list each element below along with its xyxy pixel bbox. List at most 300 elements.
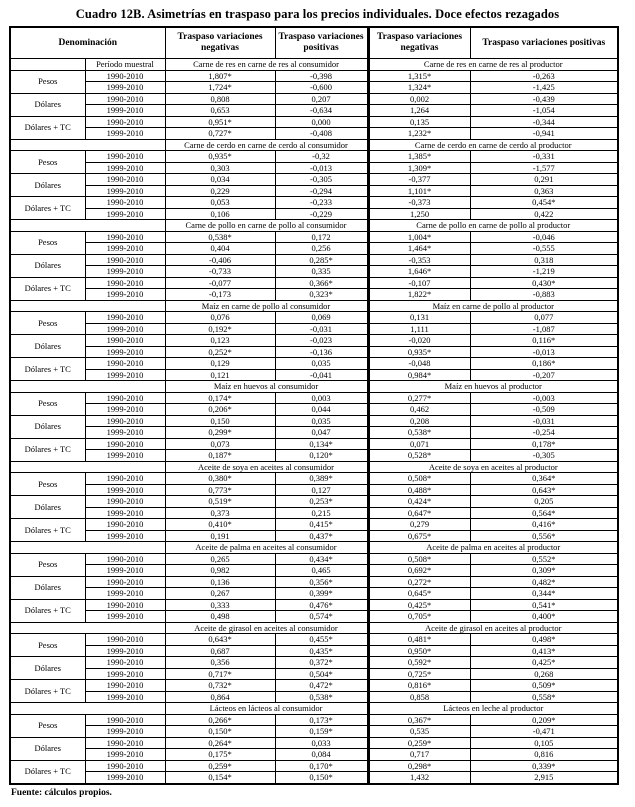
value-cell: 0,366* <box>275 277 368 289</box>
period-cell: 1990-2010 <box>85 634 165 646</box>
value-cell: 0,172 <box>275 231 368 243</box>
value-cell: -0,041 <box>275 369 368 381</box>
value-cell: 0,504* <box>275 668 368 680</box>
value-cell: 0,592* <box>368 657 470 669</box>
value-cell: 0,424* <box>368 496 470 508</box>
period-cell: 1990-2010 <box>85 116 165 128</box>
asymmetry-table <box>9 26 619 785</box>
value-cell: 1,464* <box>368 243 470 255</box>
value-cell: 0,002 <box>368 93 470 105</box>
data-row <box>10 289 618 301</box>
value-cell: -0,263 <box>470 70 618 82</box>
period-cell: 1999-2010 <box>85 266 165 278</box>
period-cell: 1999-2010 <box>85 691 165 703</box>
value-cell: -0,077 <box>165 277 275 289</box>
value-cell: 0,252* <box>165 346 275 358</box>
period-cell: 1999-2010 <box>85 346 165 358</box>
table-title: Cuadro 12B. Asimetrías en traspaso para los precios individuales. Doce efectos rezagados <box>75 7 560 21</box>
value-cell: -0,883 <box>470 289 618 301</box>
group-label-cell: Dólares + TC <box>10 519 85 542</box>
value-cell: 0,129 <box>165 358 275 370</box>
value-cell: -1,087 <box>470 323 618 335</box>
data-row <box>10 151 618 163</box>
value-cell: 0,558* <box>470 691 618 703</box>
period-cell: 1990-2010 <box>85 553 165 565</box>
value-cell: 0,465 <box>275 565 368 577</box>
value-cell: 0,363 <box>470 185 618 197</box>
value-cell: 2,915 <box>470 772 618 784</box>
period-cell: 1990-2010 <box>85 277 165 289</box>
period-cell: 1990-2010 <box>85 760 165 772</box>
value-cell: -0,294 <box>275 185 368 197</box>
value-cell: 0,150* <box>275 772 368 784</box>
value-cell: 0,335 <box>275 266 368 278</box>
value-cell: 0,285* <box>275 254 368 266</box>
period-cell: 1999-2010 <box>85 749 165 761</box>
value-cell: -0,013 <box>275 162 368 174</box>
value-cell: 0,687 <box>165 645 275 657</box>
value-cell: 0,272* <box>368 576 470 588</box>
value-cell: 1,646* <box>368 266 470 278</box>
group-label-cell: Dólares <box>10 174 85 197</box>
value-cell: 0,073 <box>165 438 275 450</box>
value-cell: 0,077 <box>470 312 618 324</box>
value-cell: -0,173 <box>165 289 275 301</box>
value-cell: 0,454* <box>470 197 618 209</box>
value-cell: 0,150* <box>165 726 275 738</box>
value-cell: 0,076 <box>165 312 275 324</box>
data-row <box>10 346 618 358</box>
period-cell: 1990-2010 <box>85 473 165 485</box>
value-cell: 0,186* <box>470 358 618 370</box>
period-cell: 1990-2010 <box>85 335 165 347</box>
section-header-row <box>10 542 618 554</box>
value-cell: -1,577 <box>470 162 618 174</box>
period-cell: 1999-2010 <box>85 668 165 680</box>
value-cell: 1,432 <box>368 772 470 784</box>
value-cell: 0,535 <box>368 726 470 738</box>
header-producer-negativas: Traspaso variaciones negativas <box>368 27 470 59</box>
value-cell: -0,406 <box>165 254 275 266</box>
value-cell: 0,266* <box>165 714 275 726</box>
period-cell: 1990-2010 <box>85 714 165 726</box>
table-body <box>10 59 618 784</box>
value-cell: -0,136 <box>275 346 368 358</box>
value-cell: 0,717* <box>165 668 275 680</box>
period-cell: 1999-2010 <box>85 208 165 220</box>
value-cell: 0,415* <box>275 519 368 531</box>
producer-section-title: Carne de pollo en carne de pollo al productor <box>368 220 618 232</box>
value-cell: 0,134* <box>275 438 368 450</box>
value-cell: 0,951* <box>165 116 275 128</box>
value-cell: 0,207 <box>275 93 368 105</box>
value-cell: 0,035 <box>275 415 368 427</box>
period-cell: 1999-2010 <box>85 726 165 738</box>
value-cell: 0,538* <box>275 691 368 703</box>
value-cell: 0,071 <box>368 438 470 450</box>
data-row <box>10 427 618 439</box>
group-label-cell: Dólares + TC <box>10 358 85 381</box>
value-cell: 0,206* <box>165 404 275 416</box>
data-row <box>10 576 618 588</box>
value-cell: -1,425 <box>470 82 618 94</box>
value-cell: 0,705* <box>368 611 470 623</box>
group-label-cell: Pesos <box>10 70 85 93</box>
value-cell: 0,816 <box>470 749 618 761</box>
value-cell: 0,380* <box>165 473 275 485</box>
header-row <box>10 27 618 59</box>
producer-section-title: Lácteos en leche al productor <box>368 703 618 715</box>
section-header-row <box>10 300 618 312</box>
group-label-cell: Dólares <box>10 496 85 519</box>
consumer-section-title: Carne de pollo en carne de pollo al consumidor <box>165 220 368 232</box>
source-note: Fuente: cálculos propios. <box>11 787 112 798</box>
value-cell: -0,600 <box>275 82 368 94</box>
period-cell: 1999-2010 <box>85 128 165 140</box>
value-cell: 0,816* <box>368 680 470 692</box>
blank-label-cell <box>10 461 165 473</box>
value-cell: 0,303 <box>165 162 275 174</box>
group-label-cell: Dólares + TC <box>10 277 85 300</box>
value-cell: 0,482* <box>470 576 618 588</box>
value-cell: 0,773* <box>165 484 275 496</box>
value-cell: 0,178* <box>470 438 618 450</box>
value-cell: -0,555 <box>470 243 618 255</box>
group-label-cell: Dólares + TC <box>10 438 85 461</box>
value-cell: 0,675* <box>368 530 470 542</box>
blank-label-cell <box>10 300 165 312</box>
value-cell: 0,643* <box>470 484 618 496</box>
group-label-cell: Dólares <box>10 415 85 438</box>
value-cell: 0,950* <box>368 645 470 657</box>
data-row <box>10 93 618 105</box>
data-row <box>10 335 618 347</box>
value-cell: -0,344 <box>470 116 618 128</box>
header-producer-positivas: Traspaso variaciones positivas <box>470 27 618 59</box>
value-cell: 0,364* <box>470 473 618 485</box>
data-row <box>10 70 618 82</box>
value-cell: 0,136 <box>165 576 275 588</box>
blank-label-cell <box>10 139 165 151</box>
value-cell: 0,435* <box>275 645 368 657</box>
value-cell: 0,208 <box>368 415 470 427</box>
consumer-section-title: Aceite de soya en aceites al consumidor <box>165 461 368 473</box>
value-cell: 0,413* <box>470 645 618 657</box>
value-cell: 0,291 <box>470 174 618 186</box>
value-cell: 0,647* <box>368 507 470 519</box>
value-cell: 0,035 <box>275 358 368 370</box>
value-cell: 0,256 <box>275 243 368 255</box>
value-cell: 1,309* <box>368 162 470 174</box>
value-cell: -0,305 <box>275 174 368 186</box>
value-cell: 0,935* <box>368 346 470 358</box>
data-row <box>10 496 618 508</box>
value-cell: 1,232* <box>368 128 470 140</box>
value-cell: 0,481* <box>368 634 470 646</box>
value-cell: -1,054 <box>470 105 618 117</box>
group-label-cell: Pesos <box>10 634 85 657</box>
data-row <box>10 266 618 278</box>
period-cell: 1990-2010 <box>85 519 165 531</box>
period-cell: 1990-2010 <box>85 197 165 209</box>
data-row <box>10 438 618 450</box>
data-row <box>10 185 618 197</box>
value-cell: 0,556* <box>470 530 618 542</box>
value-cell: 0,732* <box>165 680 275 692</box>
value-cell: 0,645* <box>368 588 470 600</box>
data-row <box>10 197 618 209</box>
value-cell: 0,509* <box>470 680 618 692</box>
value-cell: 0,131 <box>368 312 470 324</box>
data-row <box>10 404 618 416</box>
value-cell: -0,408 <box>275 128 368 140</box>
value-cell: 0,498* <box>470 634 618 646</box>
period-cell: 1999-2010 <box>85 82 165 94</box>
value-cell: 0,725* <box>368 668 470 680</box>
value-cell: 0,106 <box>165 208 275 220</box>
value-cell: 0,538* <box>368 427 470 439</box>
section-header-row <box>10 622 618 634</box>
period-cell: 1999-2010 <box>85 565 165 577</box>
period-cell: 1999-2010 <box>85 450 165 462</box>
consumer-section-title: Lácteos en lácteos al consumidor <box>165 703 368 715</box>
producer-section-title: Maíz en carne de pollo al productor <box>368 300 618 312</box>
value-cell: 0,277* <box>368 392 470 404</box>
group-label-cell: Dólares <box>10 254 85 277</box>
period-cell: 1990-2010 <box>85 599 165 611</box>
value-cell: 0,422 <box>470 208 618 220</box>
value-cell: -0,733 <box>165 266 275 278</box>
value-cell: 0,538* <box>165 231 275 243</box>
header-consumer-positivas: Traspaso variaciones positivas <box>275 27 368 59</box>
period-cell: 1999-2010 <box>85 484 165 496</box>
value-cell: -0,439 <box>470 93 618 105</box>
section-header-row <box>10 220 618 232</box>
group-label-cell: Dólares <box>10 737 85 760</box>
value-cell: 0,400* <box>470 611 618 623</box>
period-cell: 1990-2010 <box>85 680 165 692</box>
value-cell: 0,727* <box>165 128 275 140</box>
value-cell: 0,253* <box>275 496 368 508</box>
period-cell: 1990-2010 <box>85 93 165 105</box>
producer-section-title: Carne de cerdo en carne de cerdo al productor <box>368 139 618 151</box>
value-cell: 0,508* <box>368 473 470 485</box>
data-row <box>10 174 618 186</box>
group-label-cell: Pesos <box>10 553 85 576</box>
period-cell: 1999-2010 <box>85 243 165 255</box>
data-row <box>10 392 618 404</box>
blank-label-cell <box>10 381 165 393</box>
value-cell: 0,135 <box>368 116 470 128</box>
period-cell: 1990-2010 <box>85 737 165 749</box>
data-row <box>10 680 618 692</box>
data-row <box>10 657 618 669</box>
value-cell: 0,259* <box>368 737 470 749</box>
value-cell: -0,048 <box>368 358 470 370</box>
value-cell: 0,808 <box>165 93 275 105</box>
consumer-section-title: Carne de cerdo en carne de cerdo al consumidor <box>165 139 368 151</box>
value-cell: 0,229 <box>165 185 275 197</box>
value-cell: 0,154* <box>165 772 275 784</box>
value-cell: 0,279 <box>368 519 470 531</box>
value-cell: 0,498 <box>165 611 275 623</box>
period-cell: 1990-2010 <box>85 70 165 82</box>
value-cell: -0,023 <box>275 335 368 347</box>
value-cell: 1,250 <box>368 208 470 220</box>
value-cell: 0,476* <box>275 599 368 611</box>
value-cell: -0,013 <box>470 346 618 358</box>
value-cell: 0,034 <box>165 174 275 186</box>
value-cell: 0,864 <box>165 691 275 703</box>
data-row <box>10 116 618 128</box>
header-consumer-negativas: Traspaso variaciones negativas <box>165 27 275 59</box>
value-cell: 0,425* <box>368 599 470 611</box>
producer-section-title: Aceite de palma en aceites al productor <box>368 542 618 554</box>
value-cell: 1,724* <box>165 82 275 94</box>
group-label-cell: Dólares <box>10 657 85 680</box>
value-cell: 0,299* <box>165 427 275 439</box>
value-cell: 1,807* <box>165 70 275 82</box>
value-cell: 0,120* <box>275 450 368 462</box>
value-cell: 0,127 <box>275 484 368 496</box>
data-row <box>10 484 618 496</box>
value-cell: 0,187* <box>165 450 275 462</box>
data-row <box>10 358 618 370</box>
value-cell: 0,399* <box>275 588 368 600</box>
period-cell: 1999-2010 <box>85 185 165 197</box>
value-cell: 0,123 <box>165 335 275 347</box>
period-cell: 1999-2010 <box>85 427 165 439</box>
value-cell: -0,634 <box>275 105 368 117</box>
data-row <box>10 668 618 680</box>
data-row <box>10 645 618 657</box>
value-cell: 0,215 <box>275 507 368 519</box>
period-cell: 1999-2010 <box>85 611 165 623</box>
period-muestral-header: Período muestral <box>85 59 165 71</box>
data-row <box>10 162 618 174</box>
header-denominacion: Denominación <box>10 27 165 59</box>
value-cell: 0,643* <box>165 634 275 646</box>
value-cell: -0,353 <box>368 254 470 266</box>
value-cell: -0,398 <box>275 70 368 82</box>
value-cell: 0,044 <box>275 404 368 416</box>
data-row <box>10 599 618 611</box>
period-cell: 1999-2010 <box>85 404 165 416</box>
section-header-row <box>10 461 618 473</box>
period-cell: 1990-2010 <box>85 438 165 450</box>
group-label-cell: Pesos <box>10 231 85 254</box>
value-cell: 0,173* <box>275 714 368 726</box>
value-cell: 0,519* <box>165 496 275 508</box>
data-row <box>10 231 618 243</box>
consumer-section-title: Carne de res en carne de res al consumidor <box>165 59 368 71</box>
value-cell: -0,207 <box>470 369 618 381</box>
section-header-row <box>10 59 618 71</box>
data-row <box>10 588 618 600</box>
value-cell: -0,107 <box>368 277 470 289</box>
value-cell: -0,229 <box>275 208 368 220</box>
period-cell: 1990-2010 <box>85 392 165 404</box>
data-row <box>10 473 618 485</box>
period-cell: 1990-2010 <box>85 151 165 163</box>
value-cell: 0,333 <box>165 599 275 611</box>
value-cell: 0,455* <box>275 634 368 646</box>
group-label-cell: Pesos <box>10 714 85 737</box>
period-cell: 1999-2010 <box>85 323 165 335</box>
producer-section-title: Aceite de soya en aceites al productor <box>368 461 618 473</box>
period-cell: 1990-2010 <box>85 254 165 266</box>
value-cell: 0,264* <box>165 737 275 749</box>
data-row <box>10 726 618 738</box>
blank-label-cell <box>10 220 165 232</box>
value-cell: 0,434* <box>275 553 368 565</box>
value-cell: 0,425* <box>470 657 618 669</box>
value-cell: 1,101* <box>368 185 470 197</box>
value-cell: 0,541* <box>470 599 618 611</box>
value-cell: 0,356 <box>165 657 275 669</box>
value-cell: 0,205 <box>470 496 618 508</box>
value-cell: 0,339* <box>470 760 618 772</box>
data-row <box>10 737 618 749</box>
value-cell: 0,150 <box>165 415 275 427</box>
producer-section-title: Carne de res en carne de res al productor <box>368 59 618 71</box>
value-cell: 0,209* <box>470 714 618 726</box>
blank-label-cell <box>10 622 165 634</box>
value-cell: 0,552* <box>470 553 618 565</box>
period-cell: 1990-2010 <box>85 312 165 324</box>
period-cell: 1999-2010 <box>85 369 165 381</box>
value-cell: 0,000 <box>275 116 368 128</box>
value-cell: -0,031 <box>275 323 368 335</box>
period-cell: 1999-2010 <box>85 105 165 117</box>
value-cell: 0,935* <box>165 151 275 163</box>
value-cell: 0,003 <box>275 392 368 404</box>
value-cell: 0,121 <box>165 369 275 381</box>
period-cell: 1990-2010 <box>85 576 165 588</box>
period-cell: 1999-2010 <box>85 645 165 657</box>
value-cell: 0,373 <box>165 507 275 519</box>
value-cell: 0,047 <box>275 427 368 439</box>
value-cell: 0,116* <box>470 335 618 347</box>
value-cell: 0,265 <box>165 553 275 565</box>
value-cell: 0,268 <box>470 668 618 680</box>
value-cell: 0,084 <box>275 749 368 761</box>
data-row <box>10 323 618 335</box>
value-cell: 0,982 <box>165 565 275 577</box>
value-cell: 0,367* <box>368 714 470 726</box>
value-cell: -0,020 <box>368 335 470 347</box>
value-cell: -0,941 <box>470 128 618 140</box>
value-cell: 0,033 <box>275 737 368 749</box>
value-cell: -0,373 <box>368 197 470 209</box>
period-cell: 1999-2010 <box>85 507 165 519</box>
data-row <box>10 691 618 703</box>
period-cell: 1999-2010 <box>85 772 165 784</box>
value-cell: 0,462 <box>368 404 470 416</box>
period-cell: 1999-2010 <box>85 530 165 542</box>
value-cell: 0,430* <box>470 277 618 289</box>
value-cell: 1,324* <box>368 82 470 94</box>
group-label-cell: Dólares <box>10 335 85 358</box>
value-cell: 1,822* <box>368 289 470 301</box>
value-cell: 0,267 <box>165 588 275 600</box>
value-cell: 0,053 <box>165 197 275 209</box>
group-label-cell: Pesos <box>10 312 85 335</box>
value-cell: 1,315* <box>368 70 470 82</box>
value-cell: 1,111 <box>368 323 470 335</box>
data-row <box>10 208 618 220</box>
value-cell: -0,471 <box>470 726 618 738</box>
